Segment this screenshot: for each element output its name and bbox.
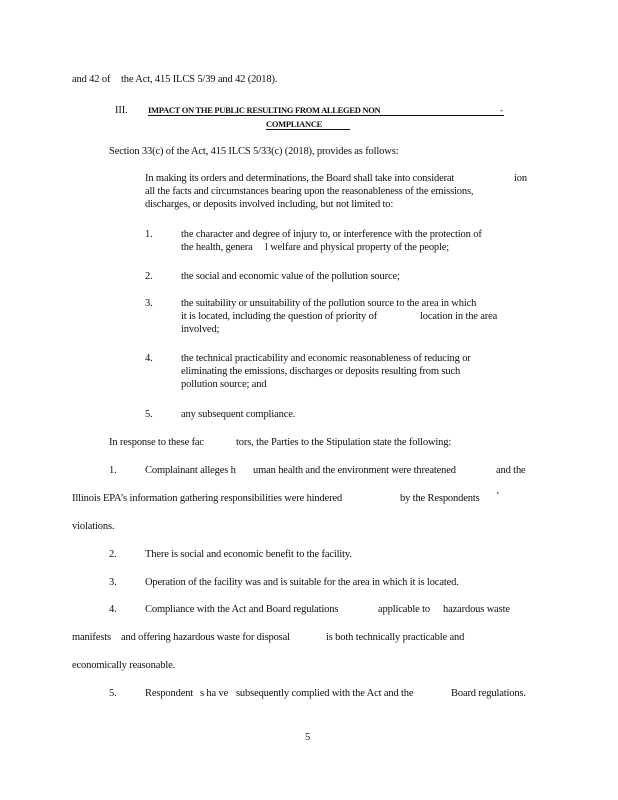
item-text: is both technically practicable and bbox=[326, 632, 465, 643]
quote-line-1a: In making its orders and determinations, the Board shall take into considerat bbox=[145, 173, 455, 184]
item-number: 5. bbox=[109, 688, 117, 699]
item-text: Respondent bbox=[145, 688, 194, 699]
section-heading-line1: IMPACT ON THE PUBLIC RESULTING FROM ALLEGED NON bbox=[148, 105, 381, 115]
section-heading-line2: COMPLIANCE bbox=[266, 119, 323, 129]
quote-line-1b: ion bbox=[514, 173, 527, 184]
factor-text: the health, genera bbox=[181, 242, 253, 253]
response-intro-b: tors, the Parties to the Stipulation state the following: bbox=[236, 437, 452, 448]
item-text: economically reasonable. bbox=[72, 660, 176, 671]
heading-underline-2 bbox=[266, 129, 350, 130]
item-text: ’ bbox=[496, 491, 500, 502]
factor-text: eliminating the emissions, discharges or deposits resulting from such bbox=[181, 366, 461, 377]
factor-text: the social and economic value of the pollution source; bbox=[181, 271, 400, 282]
item-text: violations. bbox=[72, 521, 115, 532]
factor-text: involved; bbox=[181, 324, 220, 335]
item-text: Operation of the facility was and is suitable for the area in which it is located. bbox=[145, 577, 459, 588]
continuation-left: and 42 of bbox=[72, 74, 111, 85]
item-number: 4. bbox=[109, 604, 117, 615]
factor-text: pollution source; and bbox=[181, 379, 267, 390]
item-number: 2. bbox=[109, 549, 117, 560]
page-number: 5 bbox=[305, 732, 311, 743]
item-text: Illinois EPA’s information gathering responsibilities were hindered bbox=[72, 493, 343, 504]
item-text: hazardous waste bbox=[443, 604, 510, 615]
item-text: s ha ve bbox=[200, 688, 229, 699]
factor-text: l welfare and physical property of the people; bbox=[265, 242, 450, 253]
quote-line-2: all the facts and circumstances bearing upon the reasonableness of the emissions, bbox=[145, 186, 474, 197]
factor-number: 3. bbox=[145, 298, 153, 309]
item-text: Board regulations. bbox=[451, 688, 526, 699]
item-text: and the bbox=[496, 465, 526, 476]
item-text: Complainant alleges h bbox=[145, 465, 236, 476]
section-heading-dash: - bbox=[500, 105, 503, 115]
response-intro-a: In response to these fac bbox=[109, 437, 204, 448]
item-text: subsequently complied with the Act and the bbox=[236, 688, 414, 699]
factor-number: 5. bbox=[145, 409, 153, 420]
section-number: III. bbox=[115, 105, 128, 116]
quote-line-3: discharges, or deposits involved including, but not limited to: bbox=[145, 199, 394, 210]
item-text: by the Respondents bbox=[400, 493, 480, 504]
factor-number: 4. bbox=[145, 353, 153, 364]
item-number: 1. bbox=[109, 465, 117, 476]
factor-text: any subsequent compliance. bbox=[181, 409, 296, 420]
factor-text: it is located, including the question of priority of bbox=[181, 311, 378, 322]
factor-text: the character and degree of injury to, or interference with the protection of bbox=[181, 229, 482, 240]
heading-underline-1 bbox=[148, 115, 504, 116]
continuation-right: the Act, 415 ILCS 5/39 and 42 (2018). bbox=[121, 74, 278, 85]
factor-text: location in the area bbox=[420, 311, 498, 322]
factor-text: the technical practicability and economic reasonableness of reducing or bbox=[181, 353, 471, 364]
item-text: There is social and economic benefit to the facility. bbox=[145, 549, 352, 560]
intro-paragraph: Section 33(c) of the Act, 415 ILCS 5/33(c) (2018), provides as follows: bbox=[109, 146, 399, 157]
item-text: applicable to bbox=[378, 604, 430, 615]
item-text: uman health and the environment were threatened bbox=[253, 465, 456, 476]
factor-text: the suitability or unsuitability of the pollution source to the area in which bbox=[181, 298, 477, 309]
factor-number: 1. bbox=[145, 229, 153, 240]
item-text: manifests bbox=[72, 632, 111, 643]
factor-number: 2. bbox=[145, 271, 153, 282]
item-number: 3. bbox=[109, 577, 117, 588]
item-text: Compliance with the Act and Board regulations bbox=[145, 604, 339, 615]
item-text: and offering hazardous waste for disposal bbox=[121, 632, 290, 643]
